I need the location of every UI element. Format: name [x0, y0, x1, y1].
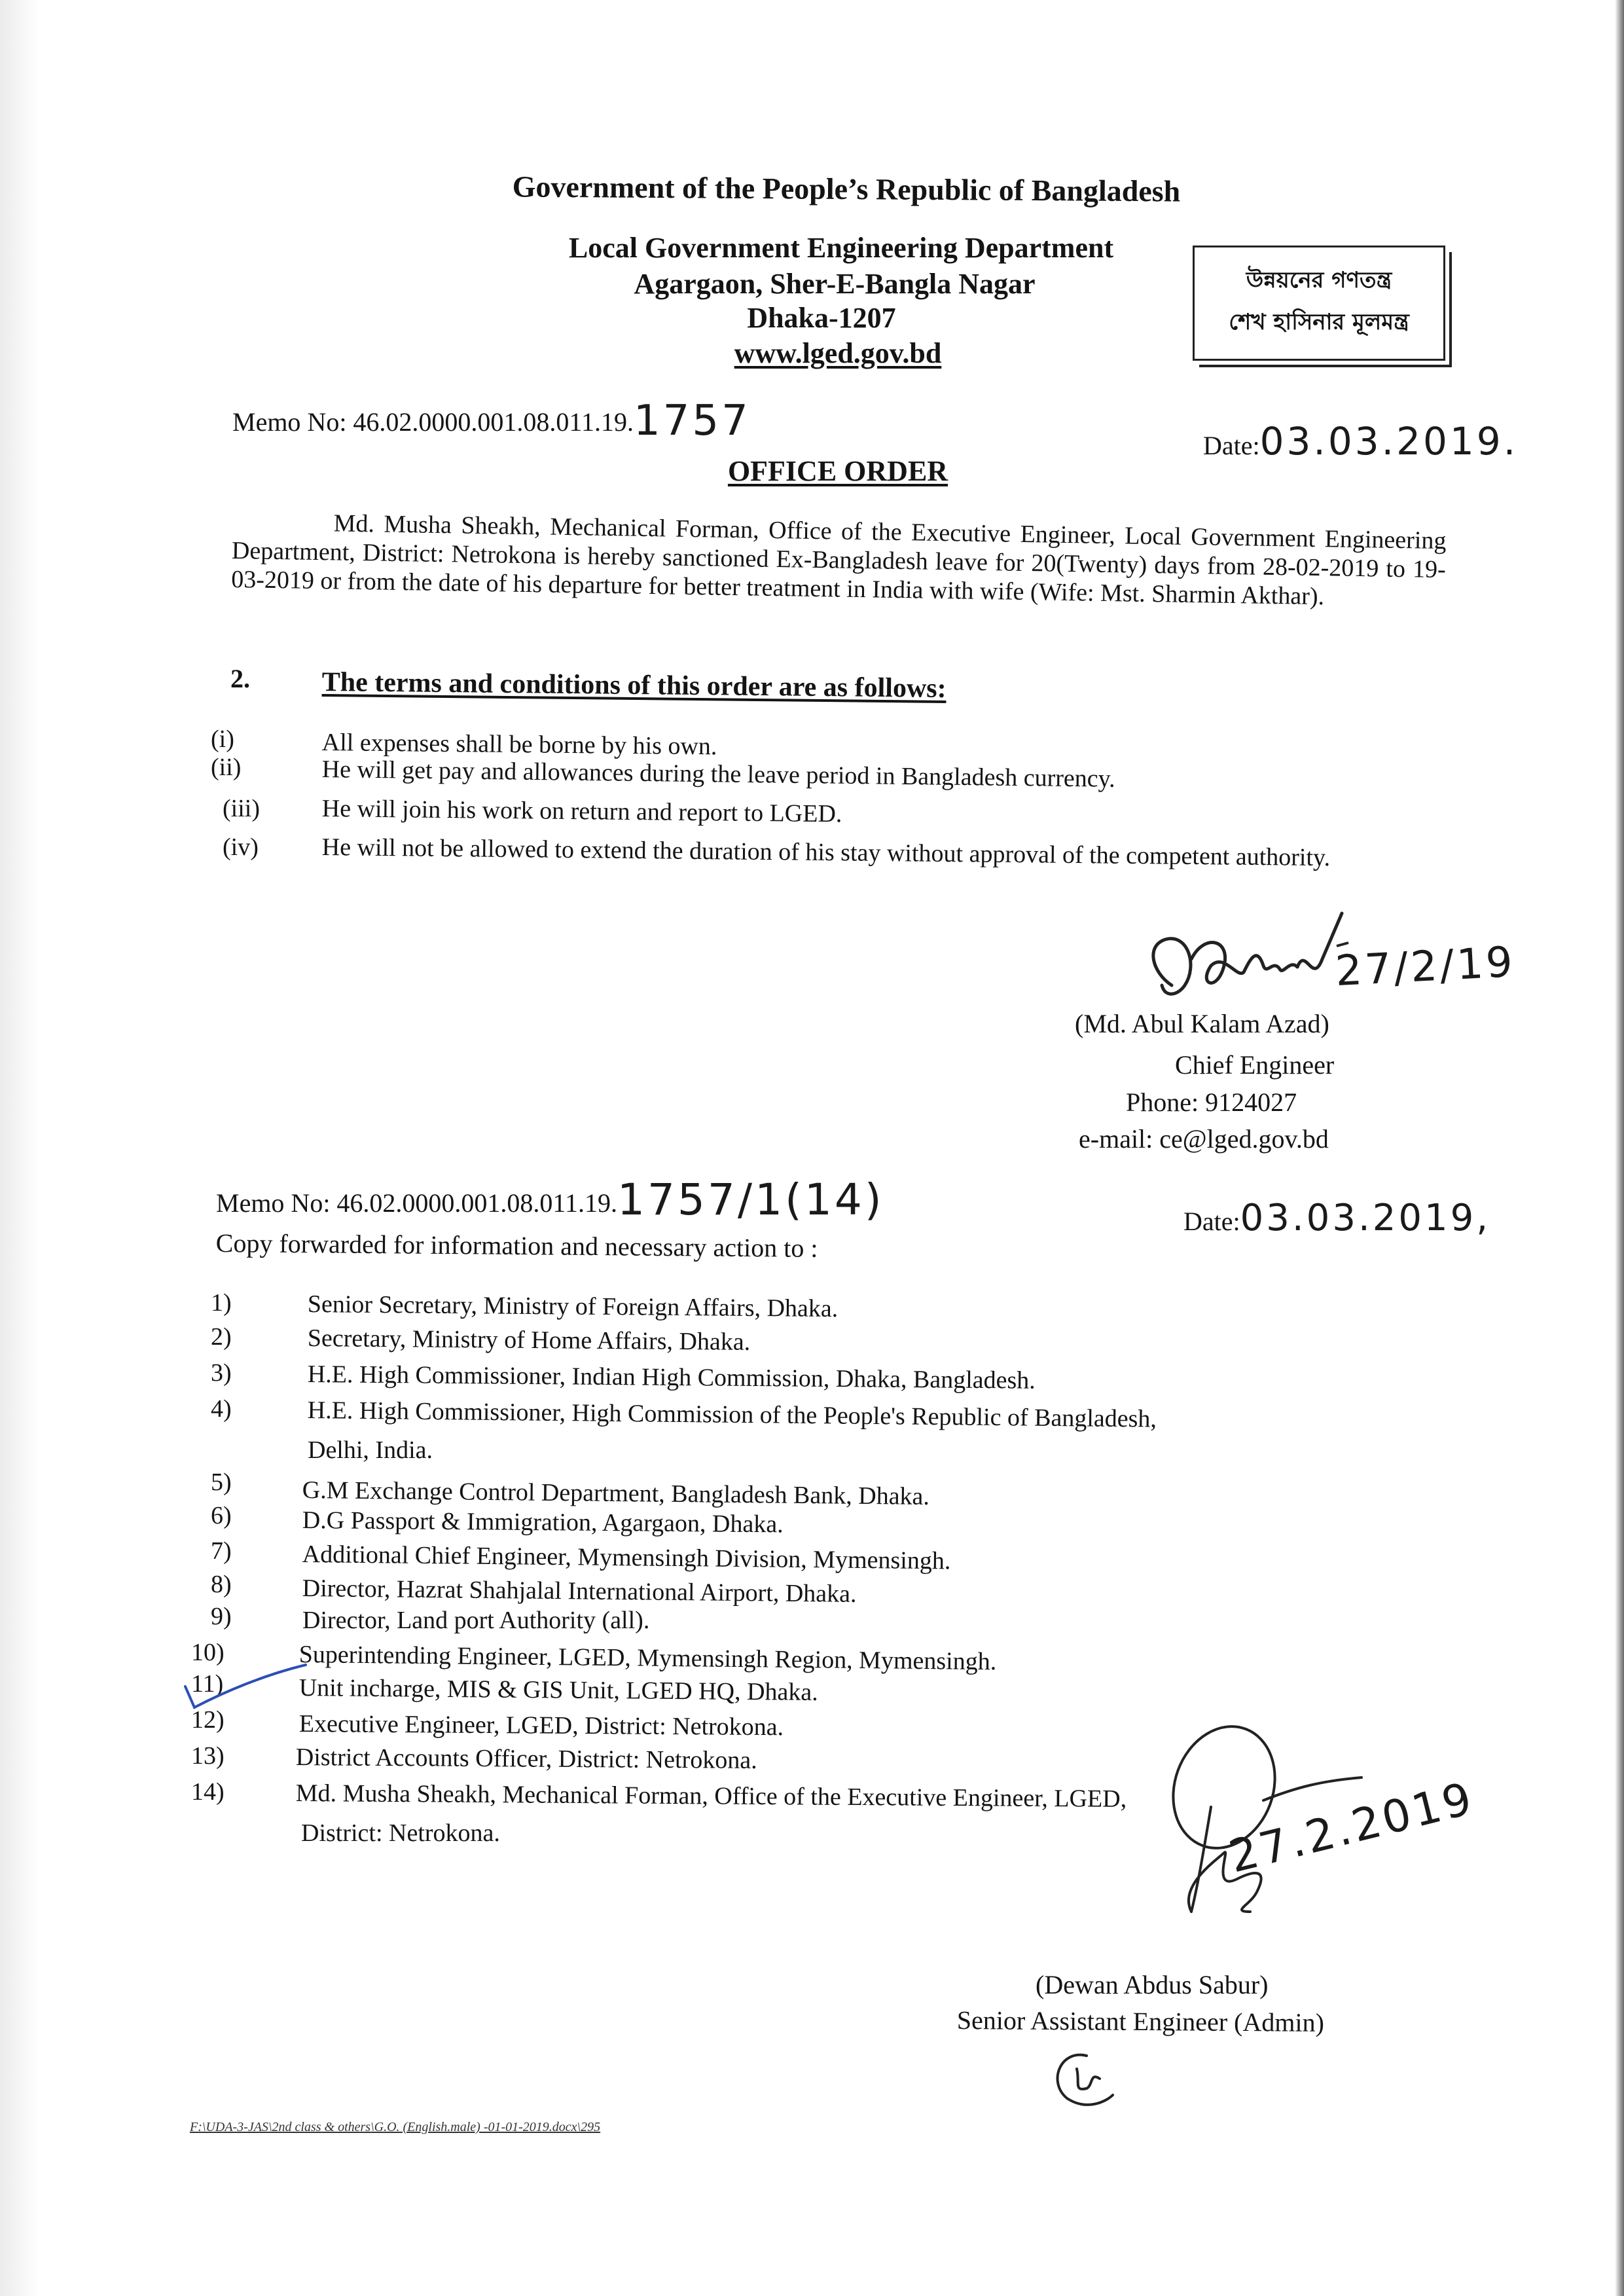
copy-text: Unit incharge, MIS & GIS Unit, LGED HQ, Dhaka. — [298, 1674, 818, 1706]
copy-num: 5) — [211, 1468, 232, 1496]
slogan-line2: শেখ হাসিনার মূলমন্ত্র — [1229, 309, 1409, 335]
memo1-date-label: Date: — [1203, 431, 1260, 460]
copy-num: 1) — [211, 1289, 232, 1317]
signatory1-name: (Md. Abul Kalam Azad) — [1075, 1009, 1329, 1038]
term-num: (iv) — [223, 833, 259, 861]
copy-num: 9) — [211, 1603, 232, 1630]
copy-num: 12) — [191, 1706, 225, 1734]
copy-num: 6) — [211, 1502, 232, 1529]
copy-num: 14) — [191, 1778, 225, 1806]
term-text: He will join his work on return and report to LGED. — [321, 795, 842, 828]
signatory2-name: (Dewan Abdus Sabur) — [1036, 1970, 1269, 1999]
memo2-prefix: Memo No: 46.02.0000.001.08.011.19. — [216, 1188, 617, 1218]
footer-file-path: F:\UDA-3-JAS\2nd class & others\G.O. (English.male) -01-01-2019.docx\295 — [190, 2120, 601, 2134]
copy-text: H.E. High Commissioner, Indian High Commission, Dhaka, Bangladesh. — [307, 1360, 1036, 1394]
terms-number: 2. — [230, 664, 250, 693]
copy-text: G.M Exchange Control Department, Bangladesh Bank, Dhaka. — [302, 1476, 930, 1511]
copy-num: 11) — [191, 1670, 224, 1698]
header-line3: Agargaon, Sher-E-Bangla Nagar — [634, 268, 1036, 300]
copy-num: 10) — [191, 1639, 225, 1666]
check-mark-icon — [180, 1662, 311, 1714]
copy-text-cont: District: Netrokona. — [301, 1819, 500, 1847]
copy-num: 13) — [191, 1742, 225, 1770]
copy-intro: Copy forwarded for information and necessary action to : — [215, 1228, 818, 1264]
memo2-handwritten-date: 03.03.2019, — [1240, 1197, 1491, 1239]
slogan-box — [1193, 246, 1445, 361]
memo2-number — [216, 1172, 884, 1225]
header-line1: Government of the People’s Republic of Bangladesh — [512, 170, 1181, 208]
copy-text: Senior Secretary, Ministry of Foreign Affairs, Dhaka. — [307, 1290, 839, 1323]
header-line2: Local Government Engineering Department — [568, 232, 1114, 264]
copy-num: 8) — [211, 1571, 232, 1598]
copy-text: Director, Hazrat Shahjalal International Airport, Dhaka. — [302, 1575, 857, 1608]
term-num: (i) — [211, 725, 234, 753]
term-text: All expenses shall be borne by his own. — [321, 729, 717, 761]
copy-text: Additional Chief Engineer, Mymensingh Division, Mymensingh. — [302, 1540, 951, 1575]
memo2-date — [1183, 1197, 1490, 1239]
memo1-date — [1203, 419, 1518, 464]
copy-text-cont: Delhi, India. — [308, 1436, 433, 1464]
term-num: (ii) — [211, 754, 242, 781]
body-paragraph: Md. Musha Sheakh, Mechanical Forman, Office of the Executive Engineer, Local Government Engineering Department, District: Netrokona is hereby sanctioned Ex-Bangladesh leave for 20(Twenty) days from 28-02-2019 to 19-03-2019 or from the date of his departure for better treatment in India with wife (Wife: Mst. Sharmin Akthar). — [230, 509, 1447, 611]
slogan-line1: উন্নয়নের গণতন্ত্র — [1246, 267, 1392, 293]
memo1-handwritten-no: 1757 — [633, 397, 751, 445]
copy-text: H.E. High Commissioner, High Commission of the People's Republic of Bangladesh, — [307, 1396, 1157, 1433]
copy-num: 7) — [211, 1537, 232, 1565]
memo1-number — [232, 393, 751, 445]
term-text: He will not be allowed to extend the duration of his stay without approval of the competent authority. — [321, 833, 1331, 872]
memo2-date-label: Date: — [1183, 1207, 1240, 1236]
copy-text: Md. Musha Sheakh, Mechanical Forman, Office of the Executive Engineer, LGED, — [295, 1779, 1127, 1813]
scan-shadow-right — [1615, 0, 1624, 2296]
memo2-handwritten-no: 1757/1(14) — [617, 1175, 884, 1225]
order-title: OFFICE ORDER — [727, 455, 948, 487]
copy-num: 3) — [211, 1359, 232, 1387]
copy-text: District Accounts Officer, District: Netrokona. — [295, 1743, 757, 1774]
terms-heading: The terms and conditions of this order are as follows: — [321, 666, 947, 704]
header-website: www.lged.gov.bd — [734, 337, 942, 369]
memo1-handwritten-date: 03.03.2019. — [1259, 419, 1519, 464]
header-line4: Dhaka-1207 — [747, 302, 896, 334]
signatory1-email: e-mail: ce@lged.gov.bd — [1079, 1124, 1329, 1154]
memo1-prefix: Memo No: 46.02.0000.001.08.011.19. — [232, 407, 634, 437]
signatory1-handwritten-date: 27/2/19 — [1334, 938, 1517, 996]
term-text: He will get pay and allowances during the leave period in Bangladesh currency. — [321, 755, 1115, 793]
copy-text: Director, Land port Authority (all). — [302, 1607, 650, 1634]
initials-mark — [1041, 2043, 1119, 2115]
copy-num: 2) — [211, 1323, 232, 1351]
signatory2-handwritten-date: 27.2.2019 — [1224, 1772, 1479, 1884]
term-num: (iii) — [223, 795, 260, 822]
signatory1-phone: Phone: 9124027 — [1126, 1087, 1297, 1117]
scan-shadow-left — [0, 0, 39, 2296]
copy-text: Superintending Engineer, LGED, Mymensingh Region, Mymensingh. — [298, 1641, 997, 1676]
copy-text: Secretary, Ministry of Home Affairs, Dhaka. — [307, 1324, 751, 1356]
copy-text: Executive Engineer, LGED, District: Netrokona. — [298, 1710, 784, 1741]
signatory2-designation: Senior Assistant Engineer (Admin) — [956, 2005, 1325, 2037]
signatory1-designation: Chief Engineer — [1175, 1050, 1335, 1080]
copy-num: 4) — [211, 1395, 232, 1423]
copy-text: D.G Passport & Immigration, Agargaon, Dhaka. — [302, 1506, 784, 1539]
